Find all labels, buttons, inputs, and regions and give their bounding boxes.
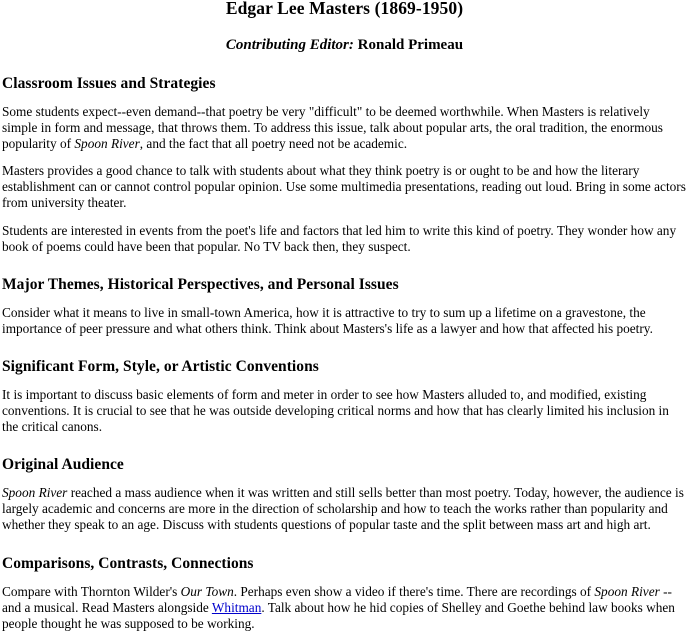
whitman-link[interactable]: Whitman xyxy=(211,599,262,615)
title-spoon-river: Spoon River xyxy=(594,583,660,599)
paragraph-major-themes-1: Consider what it means to live in small-town America, how it is attractive to try to sum up a lifetime on a gravestone, the importance of peer pressure and what others think. Think about Masters's life as a lawyer and how that affected his poetry. xyxy=(2,304,653,336)
page-title: Edgar Lee Masters (1869-1950) xyxy=(225,0,464,18)
text-run: . Talk about how he hid copies of Shelley and Goethe behind law books when people thought he was supposed to be working. xyxy=(2,599,675,631)
text-run: . Perhaps even show a video if there's time. There are recordings of xyxy=(233,583,595,599)
section-heading-major-themes: Major Themes, Historical Perspectives, and Personal Issues xyxy=(2,275,399,293)
section-heading-significant-form: Significant Form, Style, or Artistic Conventions xyxy=(2,357,319,375)
section-heading-classroom-issues: Classroom Issues and Strategies xyxy=(2,75,216,92)
title-spoon-river: Spoon River xyxy=(2,485,68,501)
text-run: Compare with Thornton Wilder's xyxy=(2,583,181,599)
paragraph-classroom-1 xyxy=(2,104,687,152)
paragraph-original-audience-1 xyxy=(2,485,687,533)
text-run: reached a mass audience when it was written and still sells better than most poetry. Today, however, the audience is largely academic and concerns are more in the direction of scholarship and how to teach the works rather than popularity and whether they speak to an age. Discuss with students questions of popular taste and the split between mass art and high art. xyxy=(2,485,684,533)
contributing-editor-label: Contributing Editor: xyxy=(225,37,354,53)
contributing-editor-name: Ronald Primeau xyxy=(357,37,464,53)
text-run: --and a musical. Read Masters alongside xyxy=(2,583,672,615)
paragraph-classroom-2: Masters provides a good chance to talk with students about what they think poetry is or ought to be and how the literary establishment can or cannot control popular opinion. Use some multimedia presentations, reading out loud. Bring in some actors from university theater. xyxy=(2,163,686,211)
title-spoon-river: Spoon River xyxy=(74,136,140,152)
paragraph-comparisons-1 xyxy=(2,584,687,632)
text-run: Some students expect--even demand--that poetry be very "difficult" to be deemed worthwhile. When Masters is relatively simple in form and message, that throws them. To address this issue, talk about popular arts, the oral tradition, the enormous popularity of xyxy=(2,104,663,152)
paragraph-significant-form-1: It is important to discuss basic elements of form and meter in order to see how Masters alluded to, and modified, existing conventions. It is crucial to see that he was outside developing critical norms and how that has clearly limited his inclusion in the critical canons. xyxy=(2,386,669,435)
text-run: , and the fact that all poetry need not be academic. xyxy=(139,136,408,152)
title-our-town: Our Town xyxy=(180,583,234,599)
section-heading-original-audience: Original Audience xyxy=(2,456,124,474)
section-heading-comparisons: Comparisons, Contrasts, Connections xyxy=(2,554,254,572)
paragraph-classroom-3: Students are interested in events from the poet's life and factors that led him to write this kind of poetry. They wonder how any book of poems could have been that popular. No TV back then, they suspect. xyxy=(2,222,677,254)
contributing-editor-line xyxy=(2,37,687,54)
